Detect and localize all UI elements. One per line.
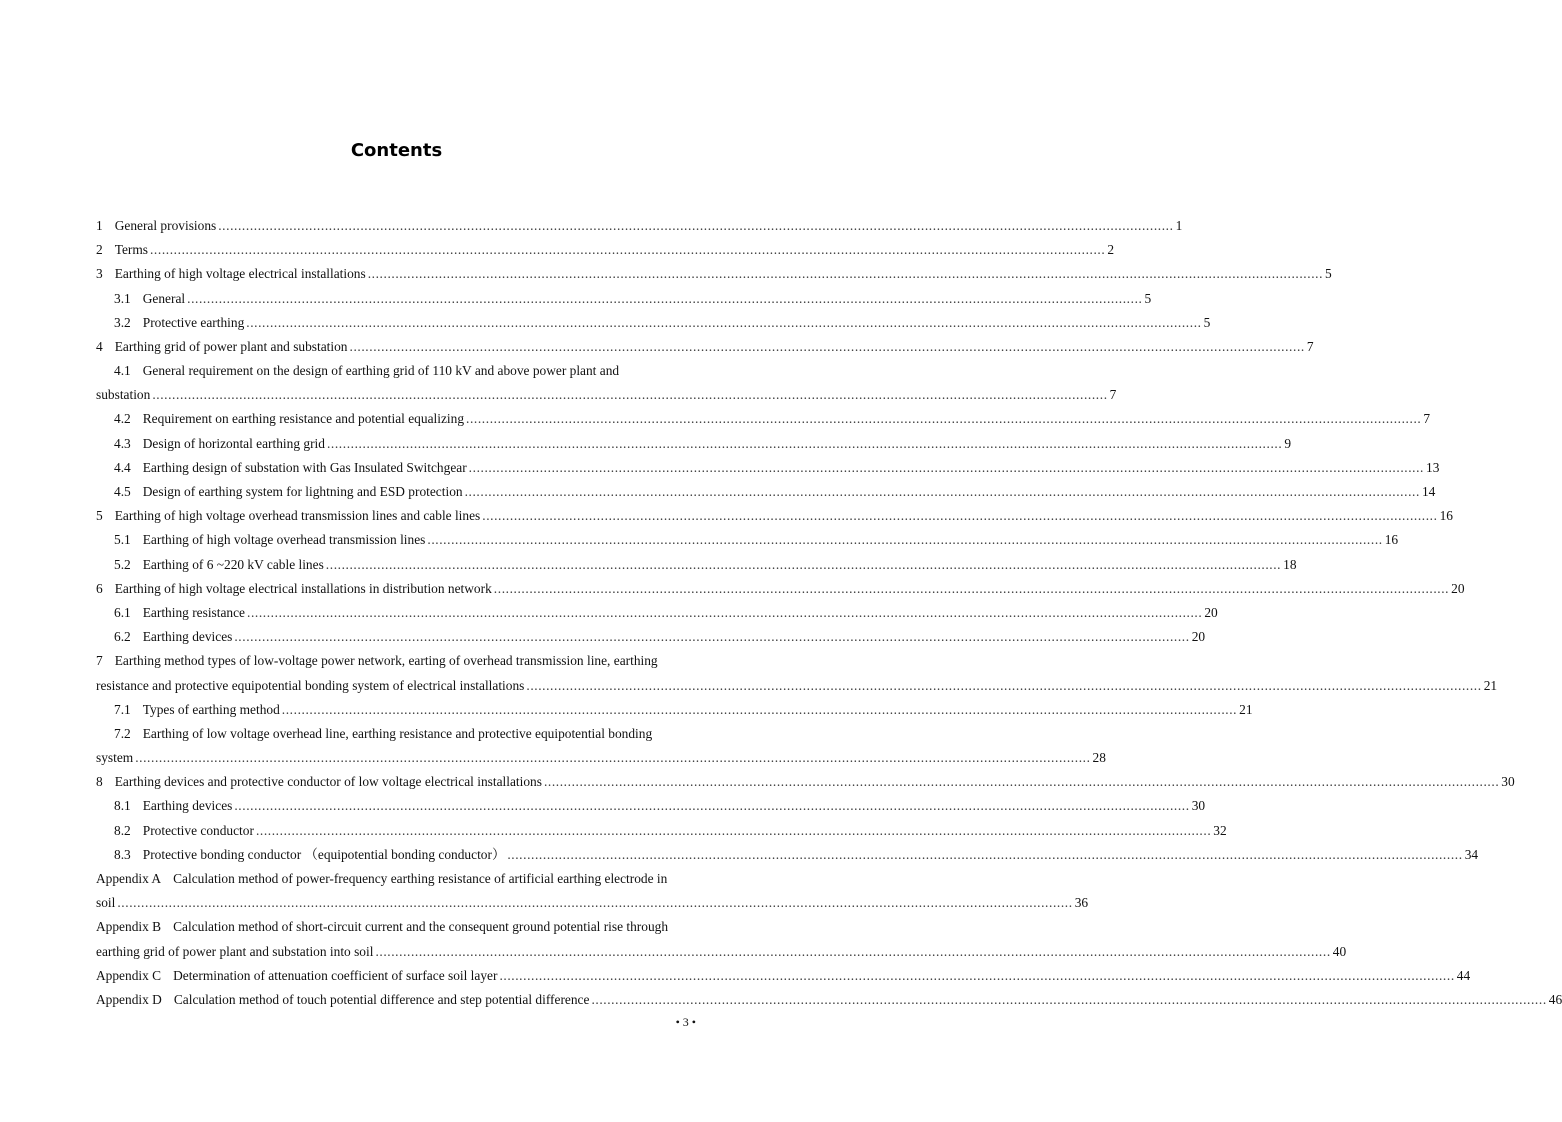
toc-entry-page: 7 [1306, 338, 1314, 354]
toc-entry-number: 6 [96, 580, 103, 596]
toc-entry-number: 4 [96, 338, 103, 354]
toc-leader-dots [326, 553, 1281, 577]
toc-entry-number: 8.2 [114, 822, 131, 838]
toc-entry-continuation[interactable] [96, 746, 1106, 770]
toc-entry[interactable] [96, 287, 1152, 311]
toc-leader-dots [494, 577, 1449, 601]
toc-entry-number: 7 [96, 653, 103, 669]
toc-entry-title: Earthing method types of low-voltage power network, earting of overhead transmission line, earthing [114, 653, 658, 669]
toc-entry[interactable] [96, 649, 696, 673]
toc-entry-title: Calculation method of touch potential difference and step potential difference [173, 991, 590, 1007]
toc-entry-number: 8 [96, 774, 103, 790]
toc-leader-dots [544, 770, 1499, 794]
toc-leader-dots [368, 262, 1323, 286]
toc-entry-title: Protective earthing [142, 314, 245, 330]
toc-entry-title-continued: earthing grid of power plant and substation into soil [96, 943, 374, 959]
toc-entry-title: Earthing of low voltage overhead line, earthing resistance and protective equipotential bonding [142, 725, 653, 741]
toc-entry-title: General [142, 290, 186, 306]
toc-entry-title: Earthing of high voltage overhead transmission lines [142, 532, 426, 548]
toc-entry-title: Requirement on earthing resistance and potential equalizing [142, 411, 465, 427]
toc-entry-page: 16 [1439, 508, 1453, 524]
toc-entry-number: Appendix B [96, 919, 162, 935]
toc-entry-number: 6.2 [114, 629, 131, 645]
toc-entry-title: Calculation method of power-frequency earthing resistance of artificial earthing electrode in [173, 871, 668, 887]
toc-entry[interactable] [96, 577, 1465, 601]
toc-entry[interactable] [96, 214, 1183, 238]
toc-entry-number: 5.2 [114, 556, 131, 572]
toc-entry-title-continued: soil [96, 895, 116, 911]
toc-entry-title: Earthing of high voltage electrical installations [114, 266, 366, 282]
toc-entry-page: 21 [1483, 677, 1498, 693]
toc-entry-page: 5 [1144, 290, 1152, 306]
toc-entry-number: 4.3 [114, 435, 131, 451]
toc-entry[interactable] [96, 819, 1227, 843]
toc-entry-title: Terms [114, 242, 148, 258]
toc-entry-number: 7.2 [114, 725, 131, 741]
toc-entry-number: 8.3 [114, 846, 131, 862]
toc-entry-page: 1 [1175, 217, 1183, 233]
toc-entry[interactable] [96, 528, 1399, 552]
toc-entry[interactable] [96, 915, 696, 939]
toc-entry-title: Determination of attenuation coefficient of surface soil layer [173, 967, 498, 983]
toc-leader-dots [427, 528, 1382, 552]
toc-entry-page: 34 [1464, 846, 1479, 862]
toc-entry-title-continued: resistance and protective equipotential bonding system of electrical installations [96, 677, 525, 693]
toc-entry-page: 5 [1203, 314, 1211, 330]
toc-entry[interactable] [96, 456, 1440, 480]
toc-entry-page: 30 [1501, 774, 1515, 790]
toc-entry[interactable] [96, 238, 1115, 262]
toc-entry-page: 36 [1074, 895, 1089, 911]
toc-leader-dots [482, 504, 1437, 528]
toc-entry-number: 3.2 [114, 314, 131, 330]
toc-entry[interactable] [96, 335, 1314, 359]
toc-entry-continuation[interactable] [96, 383, 1117, 407]
toc-entry[interactable] [96, 432, 1292, 456]
toc-leader-dots [234, 625, 1189, 649]
toc-entry[interactable] [96, 480, 1436, 504]
toc-entry[interactable] [96, 988, 1562, 1012]
toc-entry-title: Earthing grid of power plant and substation [114, 338, 348, 354]
toc-entry-page: 20 [1204, 604, 1218, 620]
toc-entry-title: Protective bonding conductor （equipotential bonding conductor） [142, 846, 506, 862]
toc-entry-title: General provisions [114, 217, 217, 233]
toc-entry[interactable] [96, 964, 1471, 988]
toc-leader-dots [327, 432, 1282, 456]
toc-leader-dots [117, 891, 1072, 915]
toc-entry[interactable] [96, 795, 1206, 819]
toc-entry-page: 9 [1284, 435, 1292, 451]
toc-entry-page: 7 [1423, 411, 1431, 427]
toc-entry-page: 20 [1451, 580, 1465, 596]
toc-entry-title: Types of earthing method [142, 701, 280, 717]
toc-entry-page: 2 [1107, 242, 1115, 258]
toc-entry[interactable] [96, 262, 1332, 286]
toc-entry-title: Earthing design of substation with Gas Insulated Switchgear [142, 459, 467, 475]
toc-entry-title-continued: substation [96, 387, 151, 403]
table-of-contents [96, 214, 1562, 1012]
toc-entry-page: 14 [1421, 484, 1436, 500]
toc-entry-page: 46 [1548, 991, 1562, 1007]
toc-entry-page: 44 [1456, 967, 1471, 983]
toc-entry[interactable] [96, 770, 1515, 794]
toc-entry-page: 18 [1283, 556, 1297, 572]
toc-entry-title: Earthing of high voltage electrical installations in distribution network [114, 580, 492, 596]
toc-leader-dots [234, 794, 1189, 818]
toc-entry[interactable] [96, 504, 1453, 528]
toc-entry-number: 5 [96, 508, 103, 524]
toc-entry-title: Earthing resistance [142, 604, 245, 620]
toc-entry-title: Earthing devices [142, 798, 233, 814]
toc-leader-dots [150, 238, 1105, 262]
toc-entry-page: 32 [1213, 822, 1227, 838]
toc-entry-continuation[interactable] [96, 674, 1498, 698]
toc-entry-number: 6.1 [114, 604, 131, 620]
toc-entry-number: 8.1 [114, 798, 131, 814]
toc-entry-page: 21 [1239, 701, 1253, 717]
toc-entry[interactable] [96, 408, 1431, 432]
toc-leader-dots [507, 843, 1462, 867]
toc-entry[interactable] [96, 867, 696, 891]
toc-entry[interactable] [96, 311, 1211, 335]
toc-entry-page: 40 [1332, 943, 1347, 959]
toc-entry-number: 2 [96, 242, 103, 258]
toc-entry-title: Design of earthing system for lightning and ESD protection [142, 484, 463, 500]
toc-entry-number: Appendix D [96, 991, 162, 1007]
toc-leader-dots [247, 601, 1202, 625]
toc-entry-number: 3.1 [114, 290, 131, 306]
toc-entry-continuation[interactable] [96, 940, 1347, 964]
toc-leader-dots [466, 407, 1421, 431]
toc-entry-number: 3 [96, 266, 103, 282]
toc-entry-number: Appendix A [96, 871, 162, 887]
toc-entry-title: Earthing devices and protective conductor of low voltage electrical installations [114, 774, 542, 790]
toc-leader-dots [526, 674, 1481, 698]
toc-entry-number: 4.1 [114, 363, 131, 379]
toc-entry-continuation[interactable] [96, 891, 1089, 915]
toc-entry-title: Earthing devices [142, 629, 233, 645]
toc-leader-dots [499, 964, 1454, 988]
toc-entry-page: 30 [1191, 798, 1206, 814]
toc-entry-page: 13 [1426, 459, 1440, 475]
toc-entry[interactable] [96, 553, 1297, 577]
page-title: Contents [350, 140, 443, 161]
toc-entry[interactable] [96, 625, 1206, 649]
toc-leader-dots [246, 311, 1201, 335]
toc-entry-title: Calculation method of short-circuit current and the consequent ground potential rise through [173, 919, 669, 935]
toc-entry-title: Protective conductor [142, 822, 254, 838]
toc-entry-number: 5.1 [114, 532, 131, 548]
toc-entry-title: General requirement on the design of earthing grid of 110 kV and above power plant and [142, 363, 620, 379]
toc-leader-dots [187, 287, 1142, 311]
toc-entry[interactable] [96, 843, 1479, 867]
toc-leader-dots [591, 988, 1546, 1012]
toc-entry[interactable] [96, 722, 696, 746]
toc-entry-title-continued: system [96, 750, 134, 766]
toc-entry[interactable] [96, 698, 1253, 722]
toc-leader-dots [135, 746, 1090, 770]
toc-leader-dots [152, 383, 1107, 407]
toc-entry-number: 4.2 [114, 411, 131, 427]
toc-entry-title: Earthing of high voltage overhead transmission lines and cable lines [114, 508, 481, 524]
toc-entry[interactable] [96, 359, 696, 383]
toc-entry-title: Design of horizontal earthing grid [142, 435, 325, 451]
toc-entry-number: 4.4 [114, 459, 131, 475]
toc-entry-page: 5 [1325, 266, 1332, 282]
toc-leader-dots [256, 819, 1211, 843]
toc-entry-title: Earthing of 6 ~220 kV cable lines [142, 556, 324, 572]
toc-leader-dots [282, 698, 1237, 722]
toc-leader-dots [350, 335, 1305, 359]
toc-entry[interactable] [96, 601, 1218, 625]
toc-entry-page: 20 [1191, 629, 1206, 645]
toc-entry-page: 7 [1109, 387, 1117, 403]
toc-leader-dots [218, 214, 1173, 238]
page-number: • 3 • [675, 1015, 696, 1029]
toc-leader-dots [465, 480, 1420, 504]
toc-entry-number: Appendix C [96, 967, 162, 983]
toc-leader-dots [375, 940, 1330, 964]
toc-entry-page: 28 [1092, 750, 1106, 766]
toc-entry-page: 16 [1384, 532, 1399, 548]
toc-leader-dots [469, 456, 1424, 480]
toc-entry-number: 4.5 [114, 484, 131, 500]
toc-entry-number: 1 [96, 217, 103, 233]
toc-entry-number: 7.1 [114, 701, 131, 717]
